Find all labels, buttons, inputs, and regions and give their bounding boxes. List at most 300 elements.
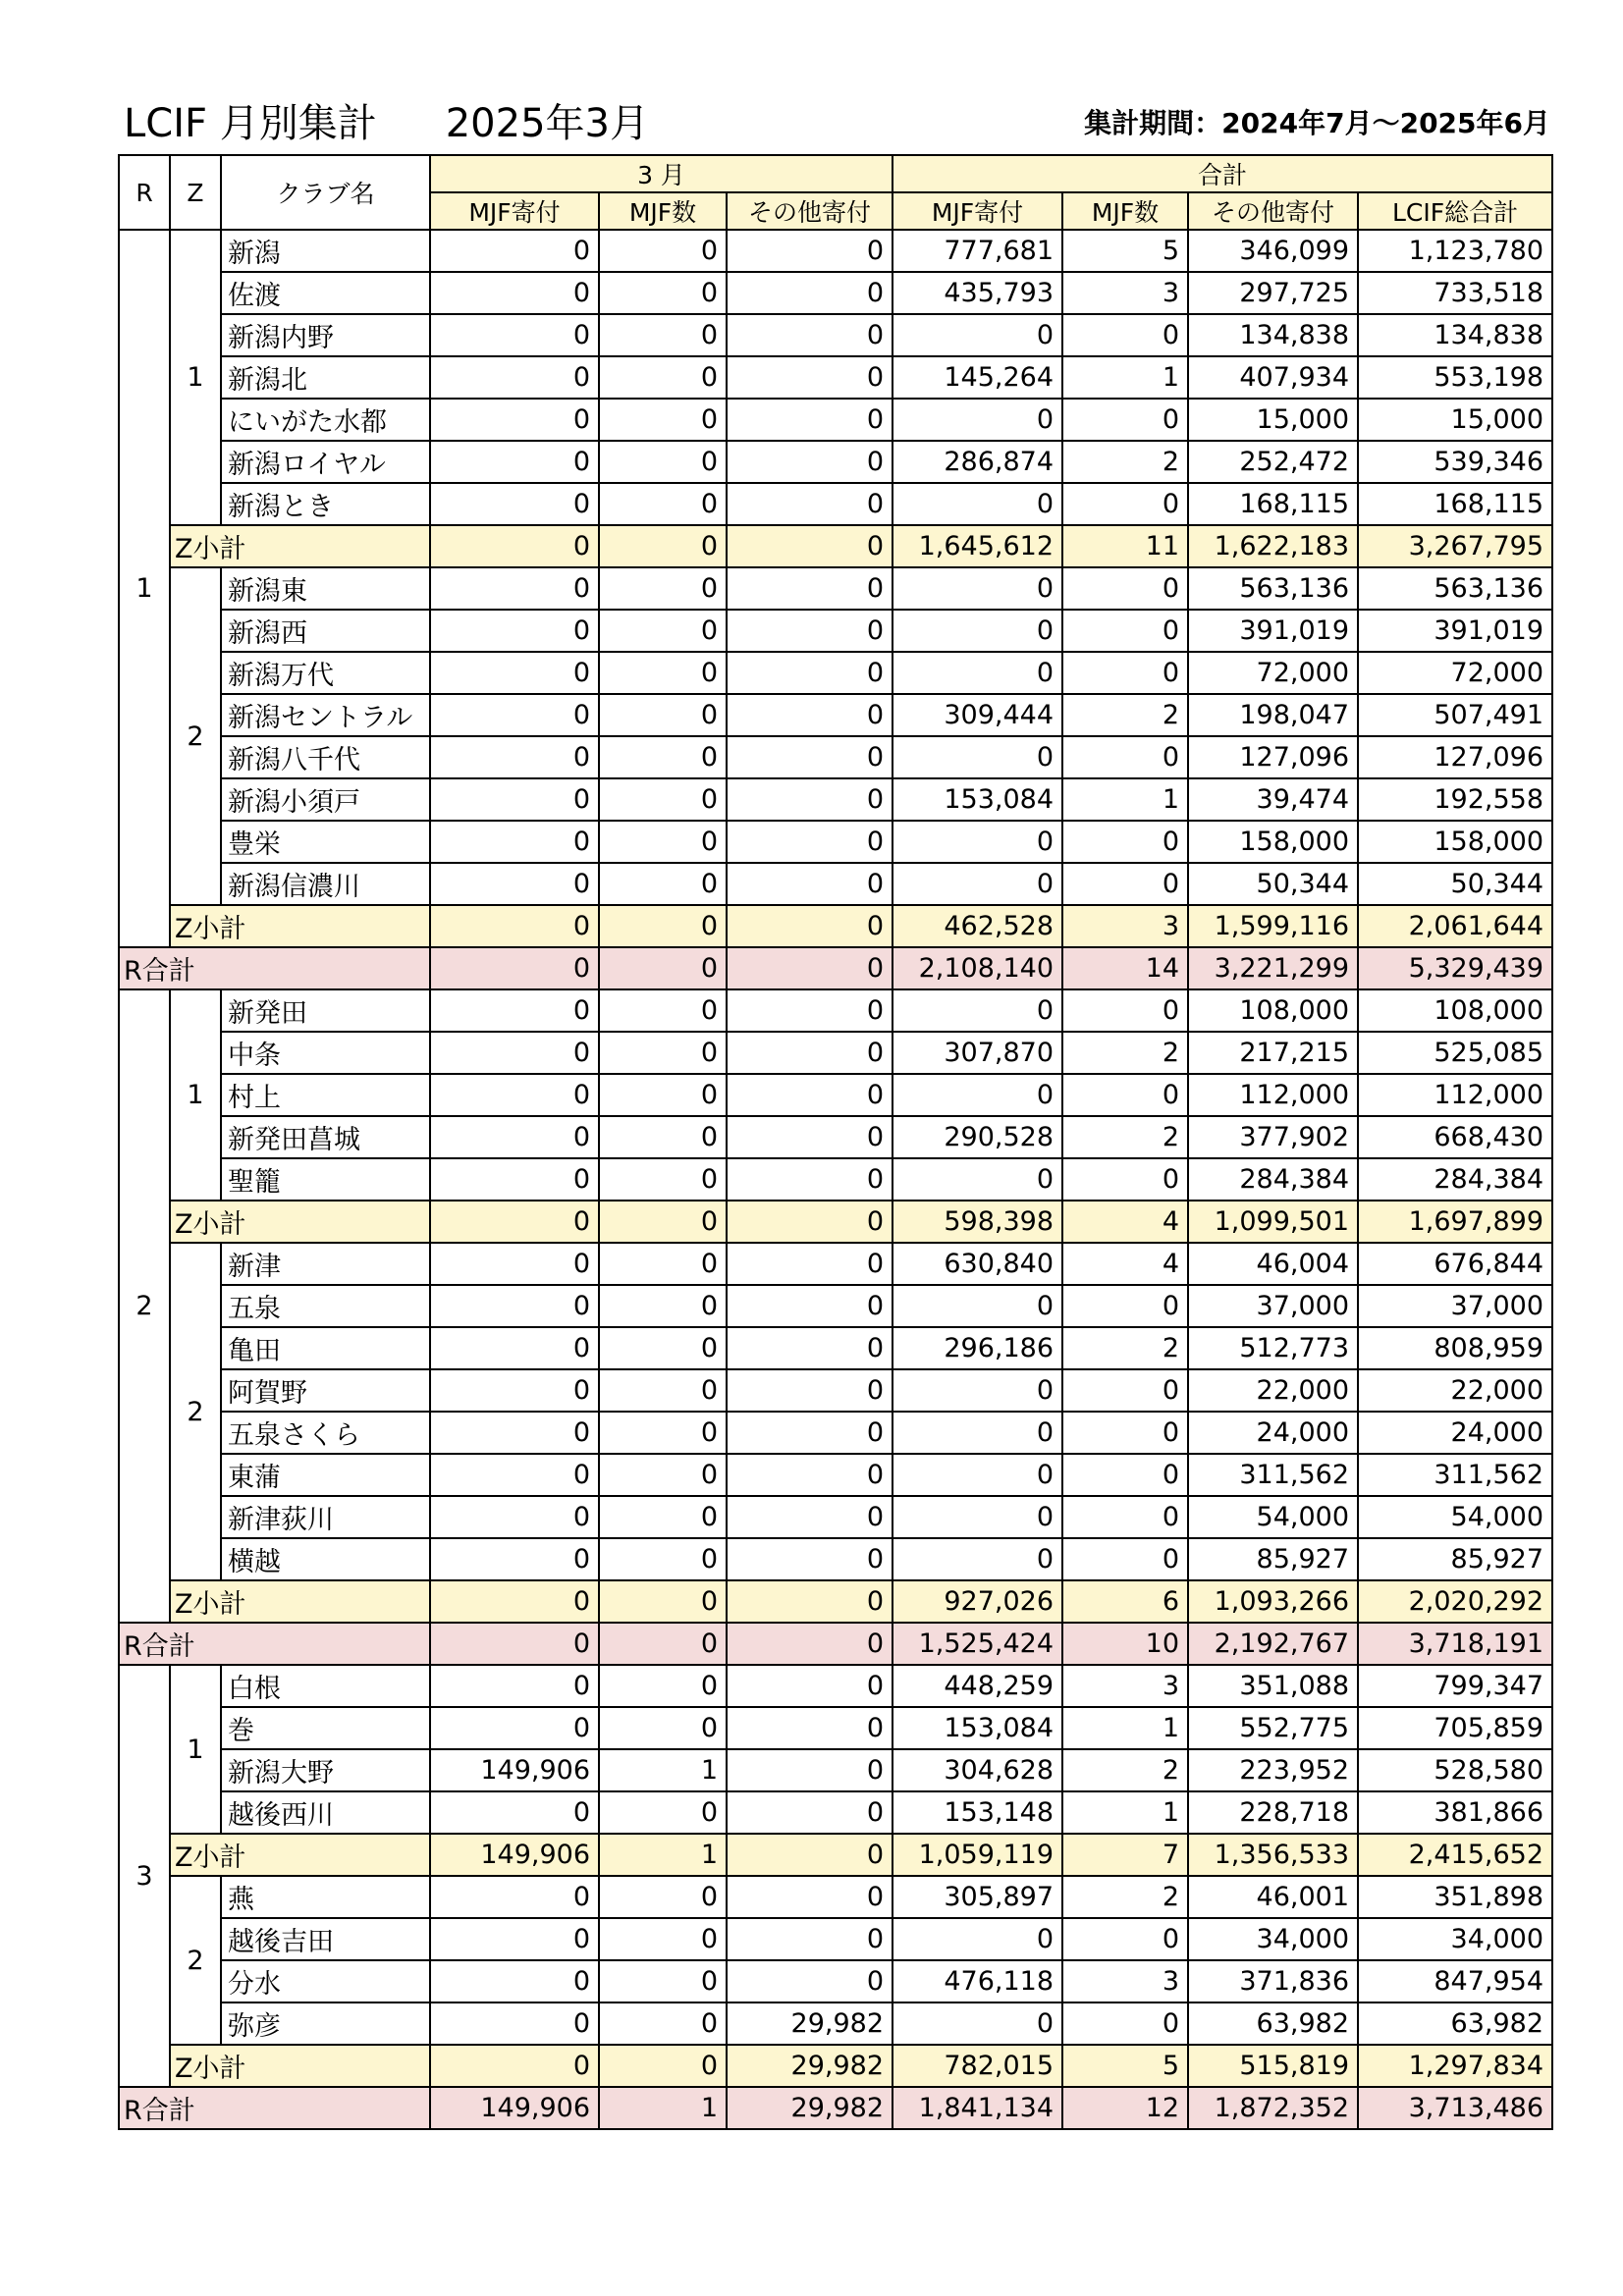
cell-total-other-donation: 297,725 <box>1188 272 1358 314</box>
cell-month-other-donation: 0 <box>727 1960 893 2002</box>
cell-month-mjf-count: 0 <box>599 1285 727 1327</box>
zone-subtotal-row <box>119 525 1552 567</box>
cell-total-mjf-donation: 598,398 <box>893 1201 1062 1243</box>
cell-total-mjf-count: 1 <box>1062 1791 1188 1834</box>
cell-total-mjf-count: 0 <box>1062 1496 1188 1538</box>
cell-lcif-total: 539,346 <box>1358 441 1552 483</box>
cell-total-mjf-count: 2 <box>1062 694 1188 736</box>
cell-total-other-donation: 407,934 <box>1188 356 1358 399</box>
cell-month-mjf-count: 0 <box>599 1707 727 1749</box>
table-row <box>119 652 1552 694</box>
club-name: にいがた水都 <box>221 399 430 441</box>
cell-total-mjf-donation: 1,645,612 <box>893 525 1062 567</box>
cell-total-other-donation: 311,562 <box>1188 1454 1358 1496</box>
cell-lcif-total: 134,838 <box>1358 314 1552 356</box>
cell-month-mjf-count: 0 <box>599 525 727 567</box>
table-row <box>119 356 1552 399</box>
header-r: R <box>119 155 170 230</box>
cell-month-other-donation: 29,982 <box>727 2045 893 2087</box>
cell-total-mjf-donation: 153,148 <box>893 1791 1062 1834</box>
header-total-group: 合計 <box>893 155 1552 192</box>
cell-total-mjf-donation: 476,118 <box>893 1960 1062 2002</box>
cell-month-mjf-donation: 149,906 <box>430 1834 599 1876</box>
cell-month-mjf-count: 0 <box>599 1454 727 1496</box>
cell-total-other-donation: 72,000 <box>1188 652 1358 694</box>
cell-month-mjf-donation: 0 <box>430 736 599 778</box>
cell-total-mjf-count: 10 <box>1062 1623 1188 1665</box>
cell-lcif-total: 158,000 <box>1358 821 1552 863</box>
club-name: 新潟小須戸 <box>221 778 430 821</box>
cell-month-other-donation: 0 <box>727 1032 893 1074</box>
cell-month-mjf-count: 0 <box>599 1538 727 1580</box>
region-total-row <box>119 1623 1552 1665</box>
cell-total-other-donation: 371,836 <box>1188 1960 1358 2002</box>
cell-total-mjf-count: 2 <box>1062 1032 1188 1074</box>
cell-total-other-donation: 22,000 <box>1188 1369 1358 1412</box>
header-month-group: 3 月 <box>430 155 893 192</box>
club-name: 新潟万代 <box>221 652 430 694</box>
cell-total-mjf-donation: 1,525,424 <box>893 1623 1062 1665</box>
cell-month-mjf-donation: 0 <box>430 272 599 314</box>
zone-subtotal-row <box>119 905 1552 947</box>
cell-month-mjf-donation: 0 <box>430 1327 599 1369</box>
zone-subtotal-label: Z小計 <box>170 1834 430 1876</box>
cell-lcif-total: 563,136 <box>1358 567 1552 610</box>
cell-total-mjf-donation: 286,874 <box>893 441 1062 483</box>
cell-month-mjf-count: 0 <box>599 1918 727 1960</box>
cell-month-other-donation: 0 <box>727 694 893 736</box>
cell-total-mjf-donation: 0 <box>893 821 1062 863</box>
cell-month-mjf-count: 0 <box>599 230 727 272</box>
cell-month-mjf-donation: 0 <box>430 1454 599 1496</box>
cell-total-mjf-count: 4 <box>1062 1243 1188 1285</box>
region-total-label: R合計 <box>119 947 430 989</box>
cell-lcif-total: 507,491 <box>1358 694 1552 736</box>
zone-number: 2 <box>170 1243 221 1580</box>
cell-lcif-total: 528,580 <box>1358 1749 1552 1791</box>
table-row <box>119 694 1552 736</box>
cell-total-mjf-count: 0 <box>1062 736 1188 778</box>
zone-subtotal-row <box>119 1201 1552 1243</box>
table-row <box>119 1116 1552 1158</box>
table-row <box>119 1538 1552 1580</box>
zone-number: 2 <box>170 1876 221 2045</box>
cell-lcif-total: 1,297,834 <box>1358 2045 1552 2087</box>
cell-lcif-total: 112,000 <box>1358 1074 1552 1116</box>
cell-month-mjf-donation: 0 <box>430 1876 599 1918</box>
cell-month-other-donation: 0 <box>727 1369 893 1412</box>
cell-total-other-donation: 50,344 <box>1188 863 1358 905</box>
cell-total-mjf-donation: 0 <box>893 483 1062 525</box>
table-row <box>119 1158 1552 1201</box>
zone-subtotal-row <box>119 1580 1552 1623</box>
cell-lcif-total: 2,061,644 <box>1358 905 1552 947</box>
cell-month-other-donation: 0 <box>727 1116 893 1158</box>
cell-month-mjf-donation: 0 <box>430 567 599 610</box>
cell-total-other-donation: 134,838 <box>1188 314 1358 356</box>
cell-month-mjf-count: 0 <box>599 1032 727 1074</box>
cell-lcif-total: 34,000 <box>1358 1918 1552 1960</box>
club-name: 巻 <box>221 1707 430 1749</box>
cell-total-other-donation: 1,622,183 <box>1188 525 1358 567</box>
club-name: 越後吉田 <box>221 1918 430 1960</box>
cell-total-mjf-count: 2 <box>1062 1749 1188 1791</box>
cell-lcif-total: 54,000 <box>1358 1496 1552 1538</box>
cell-total-mjf-donation: 0 <box>893 2002 1062 2045</box>
cell-month-mjf-donation: 0 <box>430 1538 599 1580</box>
cell-month-mjf-count: 0 <box>599 1369 727 1412</box>
table-row <box>119 863 1552 905</box>
cell-month-other-donation: 0 <box>727 1665 893 1707</box>
cell-month-mjf-count: 0 <box>599 610 727 652</box>
cell-month-mjf-donation: 0 <box>430 483 599 525</box>
cell-month-mjf-count: 0 <box>599 441 727 483</box>
cell-month-other-donation: 0 <box>727 1285 893 1327</box>
club-name: 中条 <box>221 1032 430 1074</box>
region-total-row <box>119 2087 1552 2129</box>
club-name: 村上 <box>221 1074 430 1116</box>
zone-subtotal-label: Z小計 <box>170 905 430 947</box>
cell-month-mjf-donation: 149,906 <box>430 1749 599 1791</box>
cell-month-mjf-count: 0 <box>599 399 727 441</box>
cell-month-mjf-donation: 0 <box>430 778 599 821</box>
cell-lcif-total: 37,000 <box>1358 1285 1552 1327</box>
cell-total-mjf-count: 3 <box>1062 905 1188 947</box>
cell-total-other-donation: 1,093,266 <box>1188 1580 1358 1623</box>
cell-month-mjf-count: 0 <box>599 1158 727 1201</box>
cell-lcif-total: 15,000 <box>1358 399 1552 441</box>
cell-total-other-donation: 37,000 <box>1188 1285 1358 1327</box>
cell-total-mjf-donation: 0 <box>893 1158 1062 1201</box>
cell-lcif-total: 22,000 <box>1358 1369 1552 1412</box>
region-total-label: R合計 <box>119 2087 430 2129</box>
cell-month-other-donation: 0 <box>727 652 893 694</box>
cell-total-mjf-donation: 0 <box>893 863 1062 905</box>
cell-lcif-total: 24,000 <box>1358 1412 1552 1454</box>
cell-month-mjf-count: 0 <box>599 1327 727 1369</box>
cell-month-mjf-count: 0 <box>599 1665 727 1707</box>
cell-lcif-total: 63,982 <box>1358 2002 1552 2045</box>
cell-total-mjf-count: 0 <box>1062 610 1188 652</box>
cell-lcif-total: 668,430 <box>1358 1116 1552 1158</box>
cell-total-mjf-count: 0 <box>1062 483 1188 525</box>
cell-month-other-donation: 0 <box>727 567 893 610</box>
cell-total-mjf-donation: 305,897 <box>893 1876 1062 1918</box>
cell-total-mjf-donation: 0 <box>893 652 1062 694</box>
cell-total-other-donation: 15,000 <box>1188 399 1358 441</box>
table-row <box>119 1876 1552 1918</box>
club-name: 佐渡 <box>221 272 430 314</box>
table-body <box>119 230 1552 2129</box>
table-row <box>119 1285 1552 1327</box>
table-row <box>119 1412 1552 1454</box>
cell-total-other-donation: 3,221,299 <box>1188 947 1358 989</box>
cell-total-mjf-count: 0 <box>1062 1412 1188 1454</box>
header-month-mjf-donation: MJF寄付 <box>430 192 599 230</box>
table-row <box>119 1791 1552 1834</box>
cell-month-mjf-donation: 0 <box>430 1116 599 1158</box>
table-row <box>119 610 1552 652</box>
cell-total-mjf-count: 0 <box>1062 1285 1188 1327</box>
cell-total-mjf-count: 12 <box>1062 2087 1188 2129</box>
cell-total-mjf-donation: 309,444 <box>893 694 1062 736</box>
cell-lcif-total: 3,267,795 <box>1358 525 1552 567</box>
cell-total-mjf-count: 0 <box>1062 1918 1188 1960</box>
cell-total-other-donation: 1,099,501 <box>1188 1201 1358 1243</box>
cell-lcif-total: 50,344 <box>1358 863 1552 905</box>
club-name: 燕 <box>221 1876 430 1918</box>
cell-month-other-donation: 0 <box>727 1412 893 1454</box>
cell-month-other-donation: 0 <box>727 1201 893 1243</box>
club-name: 阿賀野 <box>221 1369 430 1412</box>
cell-total-mjf-donation: 145,264 <box>893 356 1062 399</box>
cell-month-mjf-donation: 0 <box>430 694 599 736</box>
cell-total-other-donation: 563,136 <box>1188 567 1358 610</box>
cell-month-mjf-donation: 0 <box>430 1369 599 1412</box>
cell-total-other-donation: 54,000 <box>1188 1496 1358 1538</box>
region-number: 2 <box>119 989 170 1623</box>
region-number: 3 <box>119 1665 170 2087</box>
zone-subtotal-row <box>119 2045 1552 2087</box>
cell-month-other-donation: 0 <box>727 314 893 356</box>
cell-total-other-donation: 346,099 <box>1188 230 1358 272</box>
cell-total-mjf-donation: 290,528 <box>893 1116 1062 1158</box>
cell-lcif-total: 847,954 <box>1358 1960 1552 2002</box>
table-row <box>119 1749 1552 1791</box>
cell-total-mjf-donation: 0 <box>893 1412 1062 1454</box>
cell-month-other-donation: 0 <box>727 736 893 778</box>
cell-month-mjf-count: 0 <box>599 736 727 778</box>
cell-month-mjf-count: 0 <box>599 652 727 694</box>
cell-month-mjf-donation: 0 <box>430 1285 599 1327</box>
cell-month-other-donation: 0 <box>727 399 893 441</box>
table-row <box>119 778 1552 821</box>
club-name: 新潟大野 <box>221 1749 430 1791</box>
cell-month-mjf-donation: 0 <box>430 905 599 947</box>
cell-month-mjf-count: 0 <box>599 905 727 947</box>
cell-month-mjf-count: 0 <box>599 694 727 736</box>
table-row <box>119 736 1552 778</box>
cell-total-other-donation: 391,019 <box>1188 610 1358 652</box>
cell-month-mjf-count: 0 <box>599 1580 727 1623</box>
zone-number: 1 <box>170 1665 221 1834</box>
cell-month-mjf-donation: 0 <box>430 1032 599 1074</box>
cell-month-other-donation: 29,982 <box>727 2087 893 2129</box>
cell-total-other-donation: 1,872,352 <box>1188 2087 1358 2129</box>
cell-month-mjf-donation: 0 <box>430 399 599 441</box>
cell-month-other-donation: 29,982 <box>727 2002 893 2045</box>
cell-total-other-donation: 39,474 <box>1188 778 1358 821</box>
cell-total-mjf-donation: 1,841,134 <box>893 2087 1062 2129</box>
table-row <box>119 1369 1552 1412</box>
cell-total-mjf-donation: 0 <box>893 610 1062 652</box>
cell-month-mjf-count: 1 <box>599 1749 727 1791</box>
club-name: 新津荻川 <box>221 1496 430 1538</box>
cell-total-mjf-count: 0 <box>1062 1369 1188 1412</box>
club-name: 新発田 <box>221 989 430 1032</box>
table-row <box>119 989 1552 1032</box>
cell-month-other-donation: 0 <box>727 441 893 483</box>
cell-total-other-donation: 515,819 <box>1188 2045 1358 2087</box>
cell-total-other-donation: 228,718 <box>1188 1791 1358 1834</box>
cell-total-mjf-donation: 0 <box>893 567 1062 610</box>
header-z: Z <box>170 155 221 230</box>
cell-total-mjf-count: 14 <box>1062 947 1188 989</box>
cell-month-mjf-donation: 0 <box>430 1412 599 1454</box>
cell-lcif-total: 108,000 <box>1358 989 1552 1032</box>
cell-total-mjf-donation: 0 <box>893 1918 1062 1960</box>
lcif-summary-table <box>118 154 1553 2130</box>
cell-month-mjf-donation: 0 <box>430 1623 599 1665</box>
report-month: 2025年3月 <box>445 101 649 146</box>
cell-total-other-donation: 46,004 <box>1188 1243 1358 1285</box>
report-title <box>124 92 649 148</box>
cell-total-mjf-donation: 927,026 <box>893 1580 1062 1623</box>
cell-month-other-donation: 0 <box>727 1707 893 1749</box>
cell-total-other-donation: 284,384 <box>1188 1158 1358 1201</box>
cell-total-mjf-count: 0 <box>1062 314 1188 356</box>
club-name: 東蒲 <box>221 1454 430 1496</box>
cell-month-mjf-count: 0 <box>599 314 727 356</box>
cell-month-other-donation: 0 <box>727 1791 893 1834</box>
cell-total-other-donation: 377,902 <box>1188 1116 1358 1158</box>
header-total-mjf-donation: MJF寄付 <box>893 192 1062 230</box>
cell-month-other-donation: 0 <box>727 947 893 989</box>
cell-month-mjf-donation: 0 <box>430 1074 599 1116</box>
cell-month-other-donation: 0 <box>727 1158 893 1201</box>
cell-month-mjf-donation: 0 <box>430 1496 599 1538</box>
cell-total-mjf-count: 0 <box>1062 1158 1188 1201</box>
cell-lcif-total: 799,347 <box>1358 1665 1552 1707</box>
cell-total-other-donation: 158,000 <box>1188 821 1358 863</box>
zone-subtotal-label: Z小計 <box>170 1201 430 1243</box>
club-name: 豊栄 <box>221 821 430 863</box>
cell-month-mjf-donation: 0 <box>430 1665 599 1707</box>
cell-lcif-total: 192,558 <box>1358 778 1552 821</box>
cell-month-mjf-donation: 0 <box>430 1158 599 1201</box>
cell-month-other-donation: 0 <box>727 1538 893 1580</box>
cell-total-mjf-donation: 462,528 <box>893 905 1062 947</box>
cell-lcif-total: 525,085 <box>1358 1032 1552 1074</box>
cell-month-mjf-count: 0 <box>599 1496 727 1538</box>
cell-total-mjf-count: 0 <box>1062 399 1188 441</box>
cell-month-mjf-count: 0 <box>599 1074 727 1116</box>
club-name: 横越 <box>221 1538 430 1580</box>
table-row <box>119 483 1552 525</box>
cell-month-other-donation: 0 <box>727 821 893 863</box>
cell-month-other-donation: 0 <box>727 778 893 821</box>
cell-month-mjf-count: 0 <box>599 947 727 989</box>
cell-month-mjf-donation: 149,906 <box>430 2087 599 2129</box>
cell-lcif-total: 5,329,439 <box>1358 947 1552 989</box>
table-row <box>119 1454 1552 1496</box>
table-row <box>119 1074 1552 1116</box>
cell-lcif-total: 676,844 <box>1358 1243 1552 1285</box>
cell-total-mjf-count: 0 <box>1062 567 1188 610</box>
cell-total-mjf-donation: 1,059,119 <box>893 1834 1062 1876</box>
cell-month-mjf-donation: 0 <box>430 525 599 567</box>
cell-month-mjf-donation: 0 <box>430 821 599 863</box>
cell-month-mjf-donation: 0 <box>430 2045 599 2087</box>
cell-total-other-donation: 217,215 <box>1188 1032 1358 1074</box>
cell-lcif-total: 85,927 <box>1358 1538 1552 1580</box>
club-name: 新潟とき <box>221 483 430 525</box>
cell-month-mjf-donation: 0 <box>430 356 599 399</box>
cell-month-mjf-count: 1 <box>599 2087 727 2129</box>
club-name: 新潟ロイヤル <box>221 441 430 483</box>
cell-total-mjf-count: 0 <box>1062 821 1188 863</box>
cell-month-mjf-donation: 0 <box>430 441 599 483</box>
cell-total-mjf-donation: 0 <box>893 314 1062 356</box>
cell-total-mjf-count: 1 <box>1062 356 1188 399</box>
cell-total-mjf-donation: 2,108,140 <box>893 947 1062 989</box>
cell-month-other-donation: 0 <box>727 1496 893 1538</box>
region-total-row <box>119 947 1552 989</box>
cell-month-mjf-donation: 0 <box>430 1201 599 1243</box>
cell-month-other-donation: 0 <box>727 863 893 905</box>
header-total-mjf-count: MJF数 <box>1062 192 1188 230</box>
table-row <box>119 399 1552 441</box>
club-name: 弥彦 <box>221 2002 430 2045</box>
cell-month-mjf-count: 0 <box>599 483 727 525</box>
cell-month-mjf-donation: 0 <box>430 947 599 989</box>
cell-month-other-donation: 0 <box>727 1876 893 1918</box>
cell-month-mjf-count: 0 <box>599 356 727 399</box>
cell-month-other-donation: 0 <box>727 1749 893 1791</box>
table-row <box>119 441 1552 483</box>
cell-month-mjf-count: 0 <box>599 821 727 863</box>
cell-month-mjf-donation: 0 <box>430 2002 599 2045</box>
cell-total-other-donation: 2,192,767 <box>1188 1623 1358 1665</box>
cell-total-mjf-donation: 0 <box>893 1285 1062 1327</box>
cell-month-mjf-count: 0 <box>599 989 727 1032</box>
cell-lcif-total: 808,959 <box>1358 1327 1552 1369</box>
table-row <box>119 2002 1552 2045</box>
header-month-other-donation: その他寄付 <box>727 192 893 230</box>
cell-month-other-donation: 0 <box>727 483 893 525</box>
table-row <box>119 1960 1552 2002</box>
cell-total-mjf-donation: 153,084 <box>893 778 1062 821</box>
cell-total-mjf-count: 2 <box>1062 1327 1188 1369</box>
cell-total-other-donation: 46,001 <box>1188 1876 1358 1918</box>
table-row <box>119 1327 1552 1369</box>
club-name: 白根 <box>221 1665 430 1707</box>
table-row <box>119 230 1552 272</box>
cell-month-mjf-donation: 0 <box>430 863 599 905</box>
cell-month-mjf-count: 0 <box>599 778 727 821</box>
aggregation-period: 集計期間：2024年7月～2025年6月 <box>1084 107 1550 139</box>
cell-lcif-total: 3,718,191 <box>1358 1623 1552 1665</box>
table-row <box>119 1032 1552 1074</box>
cell-total-other-donation: 168,115 <box>1188 483 1358 525</box>
cell-month-mjf-count: 0 <box>599 2045 727 2087</box>
cell-month-mjf-count: 0 <box>599 1116 727 1158</box>
cell-lcif-total: 72,000 <box>1358 652 1552 694</box>
region-total-label: R合計 <box>119 1623 430 1665</box>
zone-number: 2 <box>170 567 221 905</box>
cell-total-mjf-count: 3 <box>1062 272 1188 314</box>
cell-lcif-total: 127,096 <box>1358 736 1552 778</box>
cell-month-other-donation: 0 <box>727 230 893 272</box>
cell-total-other-donation: 63,982 <box>1188 2002 1358 2045</box>
cell-total-other-donation: 198,047 <box>1188 694 1358 736</box>
zone-subtotal-label: Z小計 <box>170 1580 430 1623</box>
cell-total-mjf-donation: 0 <box>893 1074 1062 1116</box>
cell-total-mjf-donation: 0 <box>893 399 1062 441</box>
cell-total-mjf-count: 6 <box>1062 1580 1188 1623</box>
cell-total-mjf-donation: 307,870 <box>893 1032 1062 1074</box>
cell-month-other-donation: 0 <box>727 1243 893 1285</box>
